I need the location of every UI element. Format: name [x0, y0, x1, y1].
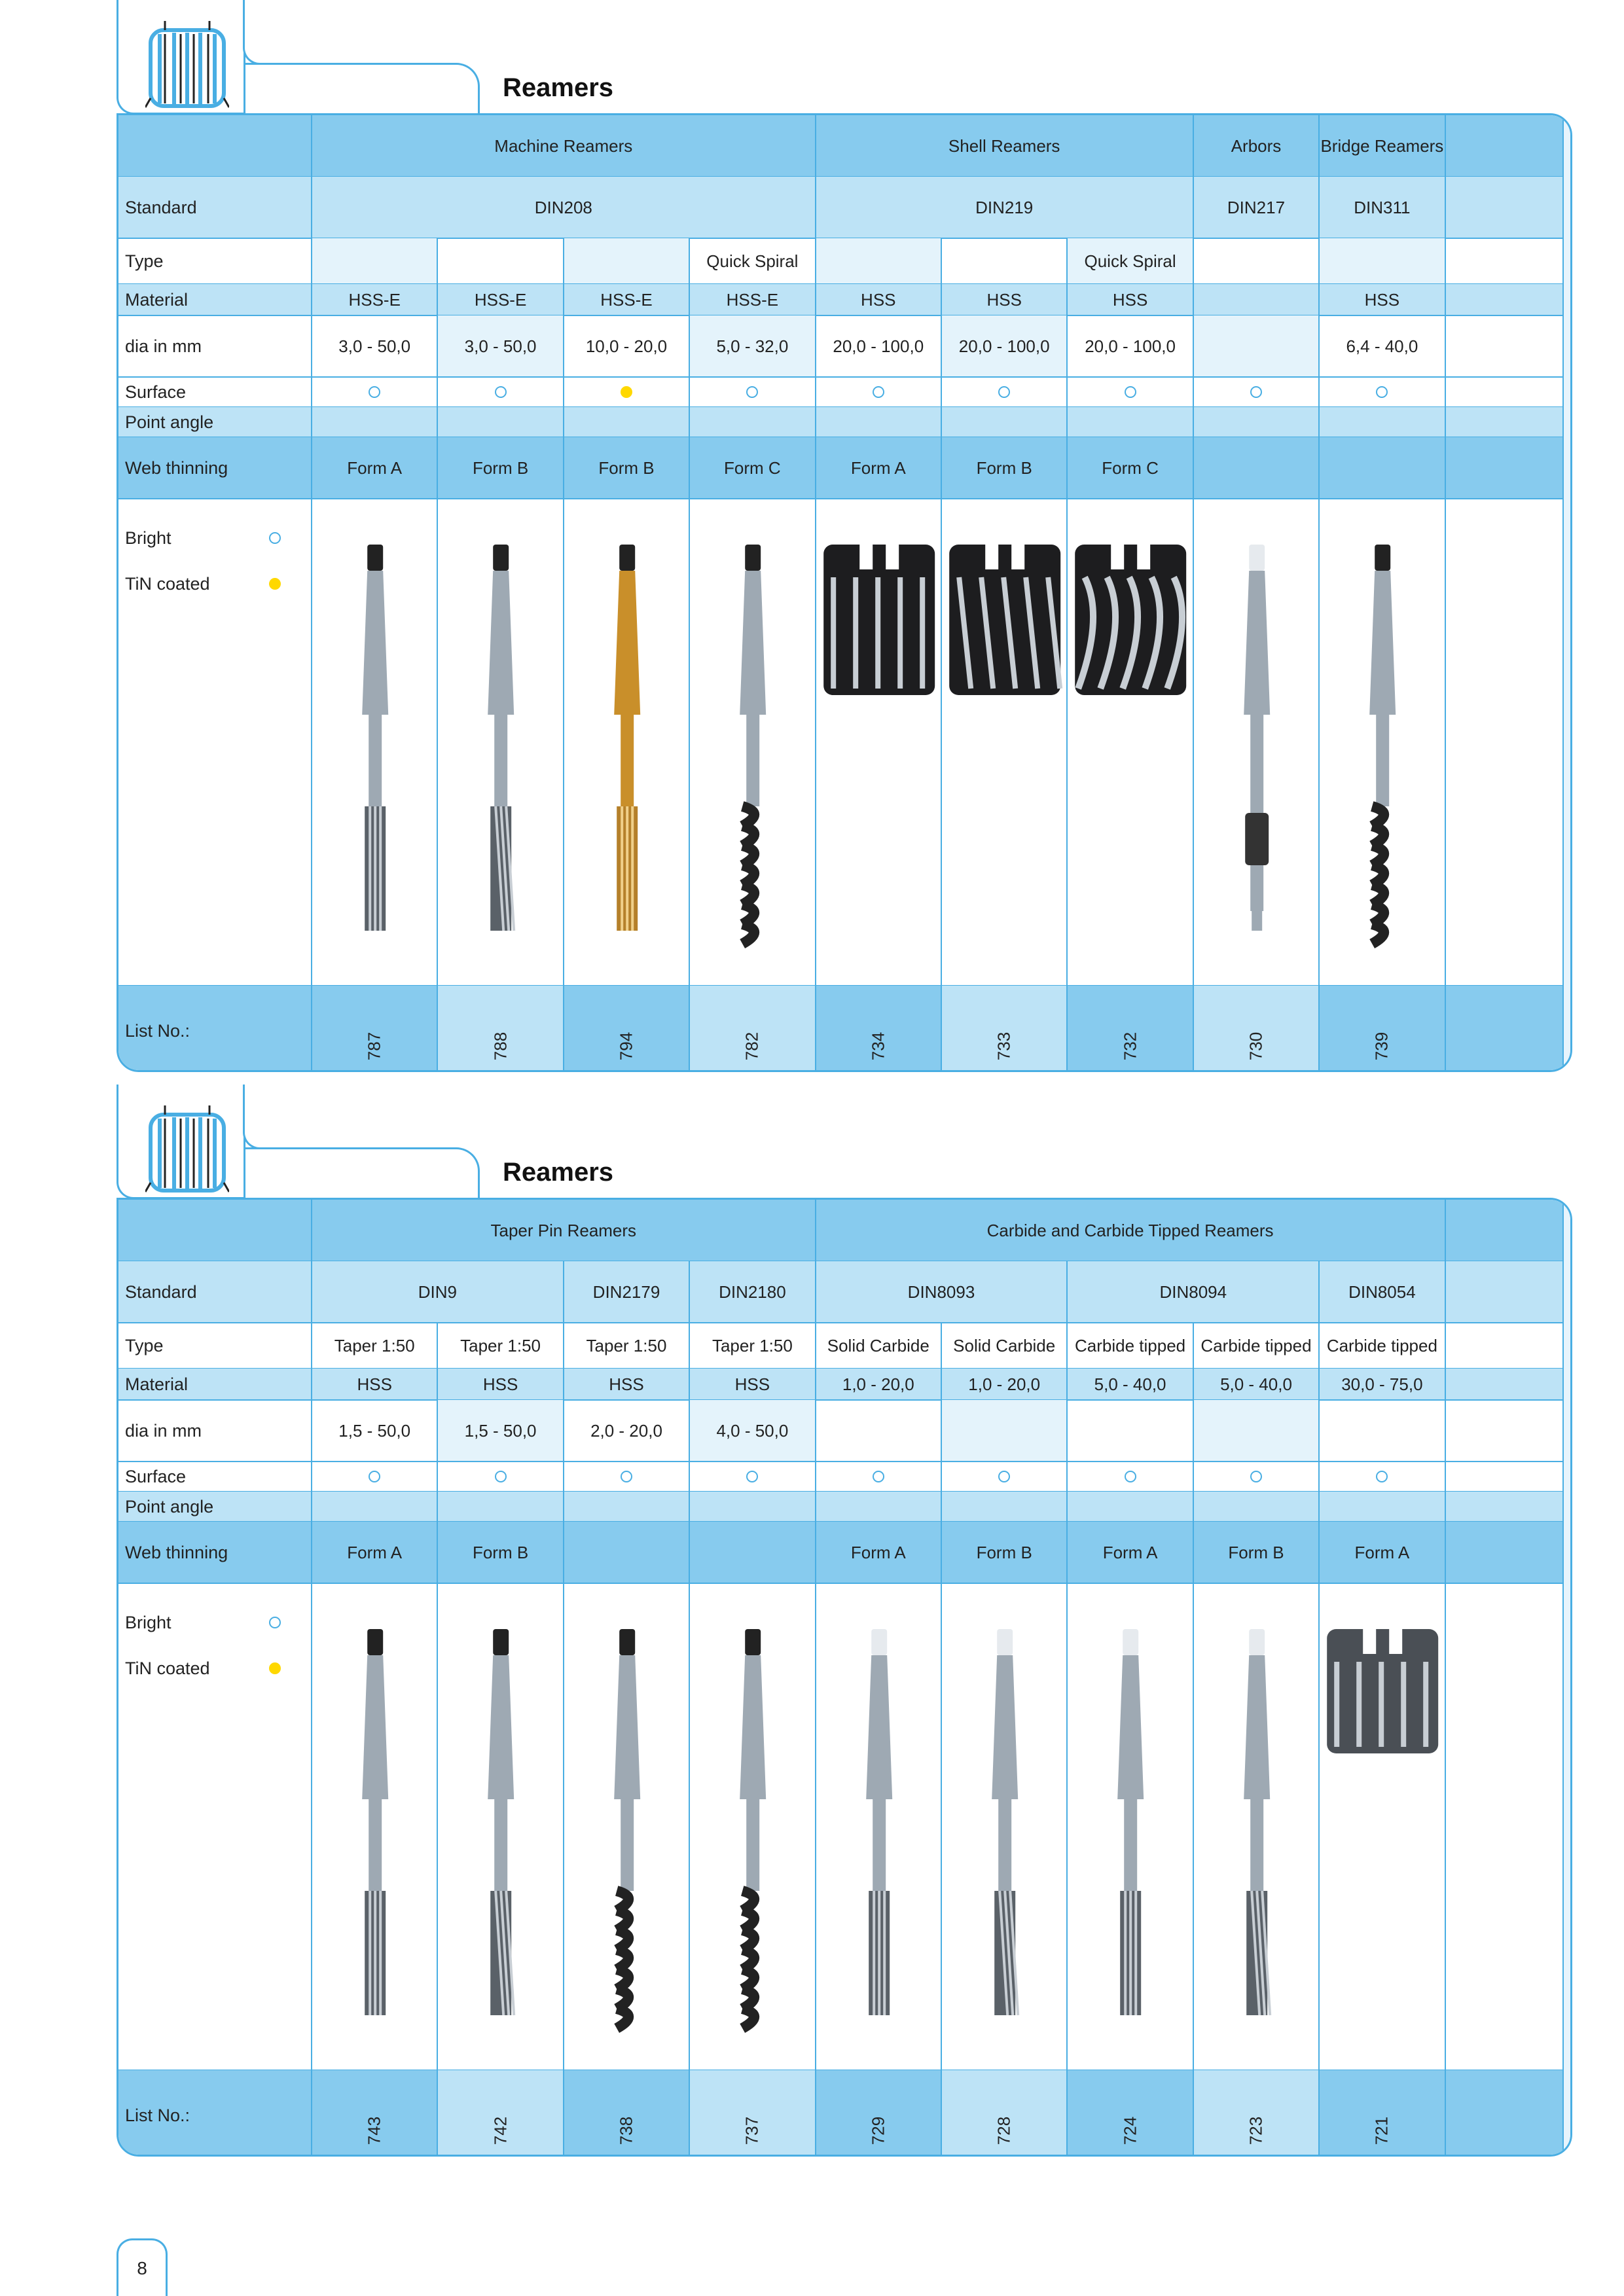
web-thinning-cell: Form A — [815, 437, 941, 499]
dia-row — [118, 315, 1562, 377]
tool-image-cell — [437, 1583, 562, 2070]
bright-circle-icon — [269, 532, 281, 544]
tool-image-cell — [1066, 499, 1192, 986]
point-angle-cell — [311, 407, 437, 437]
dia-cell: 20,0 - 100,0 — [941, 315, 1066, 377]
dia-cell: 3,0 - 50,0 — [311, 315, 437, 377]
tool-image-cell — [311, 499, 437, 986]
list-number[interactable]: 737 — [742, 2116, 762, 2145]
type-cell — [563, 238, 689, 284]
legend-bright — [125, 1609, 295, 1636]
material-row — [118, 1369, 1562, 1400]
list-number-cell — [437, 2070, 562, 2157]
section-machine-reamers — [0, 0, 1624, 1073]
list-number-cell — [689, 986, 814, 1072]
web-thinning-cell: Form B — [941, 1522, 1066, 1583]
row-label: Surface — [125, 382, 187, 402]
legend-bright-label: Bright — [125, 1612, 171, 1632]
web-thinning-cell: Form B — [563, 437, 689, 499]
standard-cell: DIN8094 — [1066, 1261, 1318, 1323]
material-cell: 1,0 - 20,0 — [941, 1369, 1066, 1400]
material-cell: HSS — [1066, 284, 1192, 315]
point-angle-cell — [1318, 407, 1444, 437]
tool-image-cell — [311, 1583, 437, 2070]
tool-image-cell — [1318, 1583, 1444, 2070]
dia-cell — [1318, 1400, 1444, 1462]
tool-image-cell — [1193, 1583, 1318, 2070]
type-cell: Taper 1:50 — [563, 1323, 689, 1369]
machine-reamer-gold-image — [564, 499, 690, 986]
web-thinning-cell: Form A — [1318, 1522, 1444, 1583]
type-cell: Quick Spiral — [1066, 238, 1192, 284]
bright-circle — [1250, 1471, 1262, 1482]
list-number-row — [118, 2070, 1562, 2157]
bright-circle — [873, 386, 884, 398]
image-row — [118, 1583, 1562, 2070]
bright-circle — [369, 1471, 380, 1482]
point-angle-cell — [1066, 1492, 1192, 1522]
taper-quick-shank-image — [690, 1583, 816, 2070]
legend-tin — [125, 1655, 295, 1681]
web-thinning-cell — [689, 1522, 814, 1583]
standard-cell: DIN219 — [815, 177, 1193, 238]
header-tab-ear — [244, 0, 493, 115]
tool-image-cell — [437, 499, 562, 986]
row-label: dia in mm — [125, 336, 202, 356]
web-thinning-cell: Form B — [437, 437, 562, 499]
tool-image-cell — [689, 1583, 814, 2070]
dia-cell: 20,0 - 100,0 — [815, 315, 941, 377]
type-cell — [1318, 238, 1444, 284]
row-label: Standard — [125, 197, 197, 217]
point-angle-cell — [689, 1492, 814, 1522]
type-row — [118, 238, 1562, 284]
type-cell: Taper 1:50 — [689, 1323, 814, 1369]
group-header-row — [118, 115, 1562, 177]
material-cell: HSS — [311, 1369, 437, 1400]
list-number-cell — [689, 2070, 814, 2157]
tool-image-cell — [941, 499, 1066, 986]
dia-cell — [1066, 1400, 1192, 1462]
tool-image-cell — [941, 1583, 1066, 2070]
list-number[interactable]: 794 — [616, 1031, 636, 1061]
group-header-row — [118, 1200, 1562, 1261]
material-cell: HSS-E — [563, 284, 689, 315]
standard-cell: DIN2179 — [563, 1261, 689, 1323]
type-cell — [437, 238, 562, 284]
web-thinning-cell: Form B — [1193, 1522, 1318, 1583]
point-angle-cell — [437, 407, 562, 437]
legend-bright-label: Bright — [125, 528, 171, 548]
group-header: Machine Reamers — [311, 115, 815, 177]
section-title: Reamers — [503, 1158, 614, 1187]
standard-cell: DIN9 — [311, 1261, 563, 1323]
shell-straight-image — [816, 499, 942, 986]
web-thinning-row — [118, 437, 1562, 499]
tipped-spiral-image — [1194, 1583, 1320, 2070]
point-angle-cell — [689, 407, 814, 437]
group-header: Shell Reamers — [815, 115, 1193, 177]
point-angle-cell — [1193, 407, 1318, 437]
carbide-spiral-image — [942, 1583, 1068, 2070]
list-number-cell — [563, 986, 689, 1072]
list-number[interactable]: 729 — [868, 2116, 888, 2145]
legend-bright — [125, 525, 295, 551]
web-thinning-cell: Form B — [437, 1522, 562, 1583]
tool-image-cell — [689, 499, 814, 986]
web-thinning-cell — [1193, 437, 1318, 499]
surface-cell — [437, 377, 562, 407]
shell-spiral-image — [942, 499, 1068, 986]
surface-cell — [1318, 1462, 1444, 1492]
point-angle-cell — [311, 1492, 437, 1522]
row-label: List No.: — [125, 2105, 190, 2125]
section-title: Reamers — [503, 73, 614, 102]
point-angle-cell — [437, 1492, 562, 1522]
group-header: Taper Pin Reamers — [311, 1200, 815, 1261]
web-thinning-cell: Form C — [1066, 437, 1192, 499]
point-angle-cell — [1066, 407, 1192, 437]
header-tab-ear — [244, 1085, 493, 1199]
material-cell: HSS — [815, 284, 941, 315]
web-thinning-cell: Form C — [689, 437, 814, 499]
list-number[interactable]: 743 — [364, 2116, 384, 2145]
material-cell: HSS — [563, 1369, 689, 1400]
list-number-cell — [1193, 986, 1318, 1072]
standard-row — [118, 177, 1562, 238]
list-number[interactable]: 782 — [742, 1031, 762, 1061]
list-number[interactable]: 739 — [1371, 1031, 1392, 1061]
surface-legend — [125, 1609, 295, 1681]
list-number[interactable]: 788 — [490, 1031, 511, 1061]
bright-circle — [369, 386, 380, 398]
type-cell — [311, 238, 437, 284]
surface-cell — [311, 377, 437, 407]
type-cell: Taper 1:50 — [311, 1323, 437, 1369]
material-cell: HSS-E — [689, 284, 814, 315]
dia-cell — [1193, 1400, 1318, 1462]
group-header: Arbors — [1193, 115, 1318, 177]
surface-cell — [563, 377, 689, 407]
image-row — [118, 499, 1562, 986]
surface-cell — [941, 1462, 1066, 1492]
type-cell: Carbide tipped — [1066, 1323, 1192, 1369]
tool-image-cell — [563, 1583, 689, 2070]
reamer-category-icon — [145, 20, 229, 111]
point-angle-cell — [563, 1492, 689, 1522]
bright-circle — [1250, 386, 1262, 398]
web-thinning-cell — [563, 1522, 689, 1583]
type-cell — [815, 238, 941, 284]
point-angle-row — [118, 1492, 1562, 1522]
list-number[interactable]: 787 — [364, 1031, 384, 1061]
point-angle-cell — [815, 407, 941, 437]
dia-cell: 20,0 - 100,0 — [1066, 315, 1192, 377]
list-number-cell — [311, 2070, 437, 2157]
tin-coated-dot — [621, 386, 632, 398]
list-number-cell — [1193, 2070, 1318, 2157]
legend-tin — [125, 571, 295, 597]
type-cell: Quick Spiral — [689, 238, 814, 284]
legend-tin-label: TiN coated — [125, 573, 210, 594]
taper-straight-image — [312, 1583, 438, 2070]
row-label: Point angle — [125, 1496, 214, 1516]
dia-row — [118, 1400, 1562, 1462]
list-number-cell — [1066, 986, 1192, 1072]
web-thinning-row — [118, 1522, 1562, 1583]
dia-cell — [941, 1400, 1066, 1462]
material-cell: HSS — [689, 1369, 814, 1400]
material-cell: HSS — [1318, 284, 1444, 315]
bright-circle — [873, 1471, 884, 1482]
surface-cell — [815, 377, 941, 407]
web-thinning-cell: Form B — [941, 437, 1066, 499]
list-number[interactable]: 733 — [994, 1031, 1014, 1061]
surface-cell — [1066, 1462, 1192, 1492]
tool-image-cell — [815, 1583, 941, 2070]
list-number-cell — [941, 986, 1066, 1072]
tool-image-cell — [1066, 1583, 1192, 2070]
bright-circle — [1376, 1471, 1388, 1482]
carbide-straight-image — [816, 1583, 942, 2070]
list-number[interactable]: 734 — [868, 1031, 888, 1061]
row-label: Type — [125, 1335, 164, 1355]
material-cell: HSS-E — [311, 284, 437, 315]
tool-image-cell — [815, 499, 941, 986]
list-number-cell — [1066, 2070, 1192, 2157]
list-number-cell — [311, 986, 437, 1072]
bridge-image — [1320, 499, 1445, 986]
web-thinning-cell: Form A — [1066, 1522, 1192, 1583]
point-angle-cell — [941, 407, 1066, 437]
dia-cell: 3,0 - 50,0 — [437, 315, 562, 377]
bright-circle — [746, 386, 758, 398]
tin-dot-icon — [269, 578, 281, 590]
section-taper-carbide-reamers — [0, 1085, 1624, 2158]
type-cell — [941, 238, 1066, 284]
material-cell: 5,0 - 40,0 — [1193, 1369, 1318, 1400]
shell-quick-image — [1068, 499, 1193, 986]
material-cell: HSS — [437, 1369, 562, 1400]
surface-cell — [563, 1462, 689, 1492]
list-number-cell — [437, 986, 562, 1072]
row-label: Material — [125, 289, 189, 310]
bright-circle — [1376, 386, 1388, 398]
machine-reamer-spiral-image — [438, 499, 564, 986]
bright-circle — [1125, 1471, 1136, 1482]
point-angle-row — [118, 407, 1562, 437]
web-thinning-cell — [1318, 437, 1444, 499]
dia-cell: 1,5 - 50,0 — [437, 1400, 562, 1462]
dia-cell: 6,4 - 40,0 — [1318, 315, 1444, 377]
list-number-cell — [815, 986, 941, 1072]
web-thinning-cell: Form A — [311, 1522, 437, 1583]
web-thinning-cell: Form A — [311, 437, 437, 499]
dia-cell: 5,0 - 32,0 — [689, 315, 814, 377]
type-cell: Carbide tipped — [1193, 1323, 1318, 1369]
list-number-cell — [1318, 2070, 1444, 2157]
material-cell: HSS-E — [437, 284, 562, 315]
material-cell — [1193, 284, 1318, 315]
dia-cell — [815, 1400, 941, 1462]
surface-row — [118, 1462, 1562, 1492]
point-angle-cell — [941, 1492, 1066, 1522]
type-cell: Solid Carbide — [941, 1323, 1066, 1369]
surface-cell — [437, 1462, 562, 1492]
surface-cell — [1193, 1462, 1318, 1492]
standard-cell: DIN208 — [311, 177, 815, 238]
bright-circle-icon — [269, 1617, 281, 1628]
web-thinning-cell: Form A — [815, 1522, 941, 1583]
reamer-table — [117, 113, 1572, 1072]
standard-cell: DIN217 — [1193, 177, 1318, 238]
list-number[interactable]: 724 — [1120, 2116, 1140, 2145]
bright-circle — [495, 386, 507, 398]
shell-carbide-image — [1320, 1583, 1445, 2070]
bright-circle — [746, 1471, 758, 1482]
row-label: Point angle — [125, 412, 214, 432]
dia-cell: 2,0 - 20,0 — [563, 1400, 689, 1462]
dia-cell: 1,5 - 50,0 — [311, 1400, 437, 1462]
list-number[interactable]: 721 — [1371, 2116, 1392, 2145]
surface-cell — [1066, 377, 1192, 407]
surface-legend — [125, 525, 295, 597]
row-label: dia in mm — [125, 1420, 202, 1441]
standard-row — [118, 1261, 1562, 1323]
list-number-cell — [815, 2070, 941, 2157]
material-cell: 30,0 - 75,0 — [1318, 1369, 1444, 1400]
tool-image-cell — [1193, 499, 1318, 986]
bright-circle — [621, 1471, 632, 1482]
point-angle-cell — [1318, 1492, 1444, 1522]
list-number-cell — [563, 2070, 689, 2157]
row-label: Type — [125, 251, 164, 271]
dia-cell — [1193, 315, 1318, 377]
taper-quick-image — [564, 1583, 690, 2070]
list-number[interactable]: 738 — [616, 2116, 636, 2145]
list-number[interactable]: 732 — [1120, 1031, 1140, 1061]
material-cell: 5,0 - 40,0 — [1066, 1369, 1192, 1400]
type-cell: Taper 1:50 — [437, 1323, 562, 1369]
surface-cell — [1193, 377, 1318, 407]
type-cell: Carbide tipped — [1318, 1323, 1444, 1369]
standard-cell: DIN2180 — [689, 1261, 814, 1323]
list-number[interactable]: 723 — [1246, 2116, 1266, 2145]
bright-circle — [998, 1471, 1010, 1482]
list-number[interactable]: 728 — [994, 2116, 1014, 2145]
row-label: Web thinning — [125, 1542, 228, 1562]
standard-cell: DIN8093 — [815, 1261, 1067, 1323]
bright-circle — [495, 1471, 507, 1482]
tool-image-cell — [1318, 499, 1444, 986]
list-number[interactable]: 730 — [1246, 1031, 1266, 1061]
surface-cell — [941, 377, 1066, 407]
type-cell — [1193, 238, 1318, 284]
taper-spiral-image — [438, 1583, 564, 2070]
surface-cell — [815, 1462, 941, 1492]
machine-reamer-image — [312, 499, 438, 986]
row-label: Standard — [125, 1282, 197, 1302]
list-number-cell — [941, 2070, 1066, 2157]
legend-tin-label: TiN coated — [125, 1658, 210, 1678]
row-label: List No.: — [125, 1020, 190, 1041]
row-label: Surface — [125, 1466, 187, 1486]
surface-cell — [1318, 377, 1444, 407]
type-cell: Solid Carbide — [815, 1323, 941, 1369]
surface-cell — [689, 1462, 814, 1492]
dia-cell: 10,0 - 20,0 — [563, 315, 689, 377]
reamer-category-icon — [145, 1104, 229, 1196]
row-label: Material — [125, 1374, 189, 1394]
bright-circle — [1125, 386, 1136, 398]
row-label: Web thinning — [125, 457, 228, 478]
dia-cell: 4,0 - 50,0 — [689, 1400, 814, 1462]
material-row — [118, 284, 1562, 315]
list-number-cell — [1318, 986, 1444, 1072]
arbor-image — [1194, 499, 1320, 986]
point-angle-cell — [563, 407, 689, 437]
reamer-table — [117, 1198, 1572, 2157]
point-angle-cell — [815, 1492, 941, 1522]
list-number-row — [118, 986, 1562, 1072]
standard-cell: DIN8054 — [1318, 1261, 1444, 1323]
page-number: 8 — [117, 2238, 168, 2296]
tipped-straight-image — [1068, 1583, 1193, 2070]
quick-spiral-image — [690, 499, 816, 986]
group-header: Bridge Reamers — [1318, 115, 1444, 177]
tool-image-cell — [563, 499, 689, 986]
material-cell: HSS — [941, 284, 1066, 315]
bright-circle — [998, 386, 1010, 398]
tin-dot-icon — [269, 1662, 281, 1674]
group-header: Carbide and Carbide Tipped Reamers — [815, 1200, 1445, 1261]
point-angle-cell — [1193, 1492, 1318, 1522]
standard-cell: DIN311 — [1318, 177, 1444, 238]
material-cell: 1,0 - 20,0 — [815, 1369, 941, 1400]
surface-cell — [311, 1462, 437, 1492]
surface-row — [118, 377, 1562, 407]
list-number[interactable]: 742 — [490, 2116, 511, 2145]
type-row — [118, 1323, 1562, 1369]
surface-cell — [689, 377, 814, 407]
